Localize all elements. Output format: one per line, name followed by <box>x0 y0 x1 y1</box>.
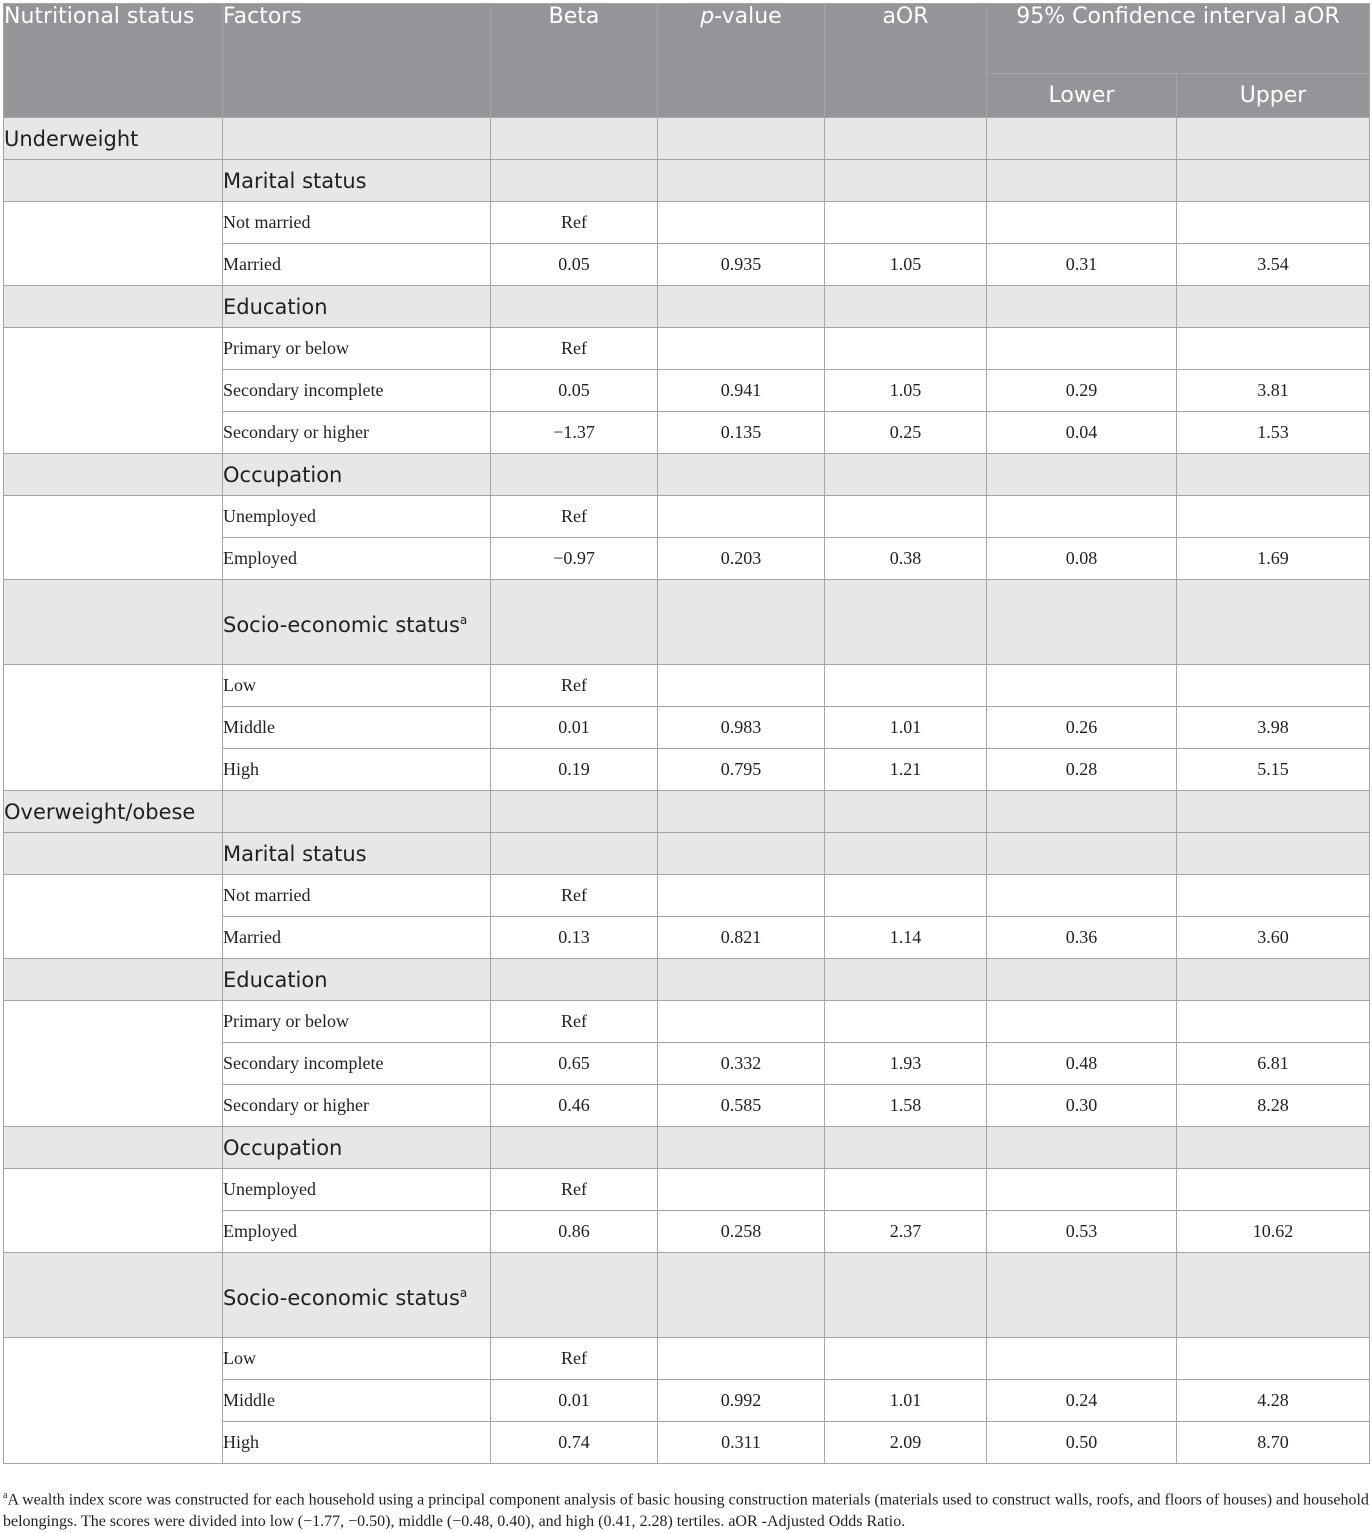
empty-cell <box>4 833 223 875</box>
ci-upper-cell <box>1177 875 1370 917</box>
empty-cell <box>658 959 825 1001</box>
ci-upper-cell: 3.98 <box>1177 707 1370 749</box>
ci-upper-cell: 3.60 <box>1177 917 1370 959</box>
empty-cell <box>4 1001 223 1127</box>
section-row <box>4 160 1370 202</box>
empty-cell <box>825 454 987 496</box>
header-aor: aOR <box>825 4 987 118</box>
aor-cell: 1.58 <box>825 1085 987 1127</box>
empty-cell <box>1177 580 1370 665</box>
aor-cell: 2.37 <box>825 1211 987 1253</box>
ci-lower-cell: 0.24 <box>987 1380 1177 1422</box>
empty-cell <box>1177 286 1370 328</box>
empty-cell <box>4 328 223 454</box>
section-row <box>4 1253 1370 1338</box>
factor-label: Not married <box>223 202 491 244</box>
table-header <box>4 4 1370 118</box>
empty-cell <box>491 1127 658 1169</box>
beta-cell: 0.46 <box>491 1085 658 1127</box>
p-value-cell <box>658 665 825 707</box>
ci-upper-cell: 6.81 <box>1177 1043 1370 1085</box>
section-title-text: Education <box>223 294 328 319</box>
empty-cell <box>1177 959 1370 1001</box>
empty-cell <box>825 118 987 160</box>
factor-label: High <box>223 1422 491 1464</box>
empty-cell <box>987 1253 1177 1338</box>
factor-label: Secondary or higher <box>223 1085 491 1127</box>
ci-lower-cell: 0.30 <box>987 1085 1177 1127</box>
factor-label: Secondary incomplete <box>223 1043 491 1085</box>
beta-cell: 0.65 <box>491 1043 658 1085</box>
factor-label: Primary or below <box>223 328 491 370</box>
section-title-text: Socio-economic status <box>223 1285 460 1310</box>
section-title <box>223 160 491 202</box>
empty-cell <box>1177 118 1370 160</box>
empty-cell <box>4 1338 223 1464</box>
ci-upper-cell: 4.28 <box>1177 1380 1370 1422</box>
p-value-cell <box>658 1169 825 1211</box>
header-p-suffix: -value <box>714 4 782 29</box>
ci-lower-cell: 0.26 <box>987 707 1177 749</box>
beta-cell: Ref <box>491 202 658 244</box>
ci-lower-cell: 0.53 <box>987 1211 1177 1253</box>
empty-cell <box>987 286 1177 328</box>
factor-label: Middle <box>223 707 491 749</box>
ci-lower-cell: 0.28 <box>987 749 1177 791</box>
beta-cell: 0.01 <box>491 1380 658 1422</box>
empty-cell <box>1177 791 1370 833</box>
aor-cell: 1.14 <box>825 917 987 959</box>
factor-label: Employed <box>223 1211 491 1253</box>
beta-cell: 0.13 <box>491 917 658 959</box>
group-row <box>4 791 1370 833</box>
footnote-marker: a <box>3 1490 8 1501</box>
p-value-cell <box>658 1001 825 1043</box>
empty-cell <box>658 1127 825 1169</box>
section-row <box>4 580 1370 665</box>
empty-cell <box>491 833 658 875</box>
empty-cell <box>4 286 223 328</box>
empty-cell <box>491 160 658 202</box>
p-value-cell: 0.795 <box>658 749 825 791</box>
ci-upper-cell <box>1177 665 1370 707</box>
p-value-cell: 0.332 <box>658 1043 825 1085</box>
empty-cell <box>4 454 223 496</box>
factor-label: Married <box>223 917 491 959</box>
p-value-cell: 0.992 <box>658 1380 825 1422</box>
beta-cell: Ref <box>491 1169 658 1211</box>
empty-cell <box>223 118 491 160</box>
p-value-cell <box>658 202 825 244</box>
empty-cell <box>491 454 658 496</box>
empty-cell <box>987 833 1177 875</box>
ci-upper-cell <box>1177 202 1370 244</box>
factor-label: Secondary incomplete <box>223 370 491 412</box>
section-row <box>4 959 1370 1001</box>
empty-cell <box>987 580 1177 665</box>
ci-upper-cell: 1.69 <box>1177 538 1370 580</box>
empty-cell <box>825 580 987 665</box>
table-row <box>4 1001 1370 1043</box>
empty-cell <box>825 160 987 202</box>
aor-cell <box>825 202 987 244</box>
beta-cell: −0.97 <box>491 538 658 580</box>
aor-cell <box>825 1338 987 1380</box>
empty-cell <box>987 160 1177 202</box>
ci-lower-cell: 0.08 <box>987 538 1177 580</box>
group-row <box>4 118 1370 160</box>
p-value-cell: 0.983 <box>658 707 825 749</box>
empty-cell <box>491 286 658 328</box>
aor-cell: 1.05 <box>825 244 987 286</box>
section-row <box>4 286 1370 328</box>
p-value-cell: 0.311 <box>658 1422 825 1464</box>
empty-cell <box>658 1253 825 1338</box>
p-value-cell: 0.935 <box>658 244 825 286</box>
empty-cell <box>658 580 825 665</box>
empty-cell <box>491 791 658 833</box>
aor-cell: 0.25 <box>825 412 987 454</box>
empty-cell <box>987 959 1177 1001</box>
aor-cell: 1.01 <box>825 707 987 749</box>
section-row <box>4 1127 1370 1169</box>
ci-upper-cell: 10.62 <box>1177 1211 1370 1253</box>
section-title <box>223 959 491 1001</box>
ci-upper-cell: 8.70 <box>1177 1422 1370 1464</box>
empty-cell <box>4 875 223 959</box>
factor-label: Married <box>223 244 491 286</box>
header-p-value <box>658 4 825 118</box>
section-title-text: Occupation <box>223 1135 343 1160</box>
p-value-cell: 0.258 <box>658 1211 825 1253</box>
beta-cell: Ref <box>491 875 658 917</box>
ci-lower-cell: 0.29 <box>987 370 1177 412</box>
empty-cell <box>1177 454 1370 496</box>
ci-lower-cell <box>987 665 1177 707</box>
footnote-reference: a <box>459 1285 468 1300</box>
empty-cell <box>825 1127 987 1169</box>
factor-label: Secondary or higher <box>223 412 491 454</box>
empty-cell <box>4 1127 223 1169</box>
regression-table <box>3 3 1370 1464</box>
section-title <box>223 1127 491 1169</box>
empty-cell <box>4 1169 223 1253</box>
ci-lower-cell <box>987 328 1177 370</box>
beta-cell: 0.74 <box>491 1422 658 1464</box>
factor-label: High <box>223 749 491 791</box>
empty-cell <box>825 959 987 1001</box>
p-value-cell: 0.585 <box>658 1085 825 1127</box>
p-value-cell: 0.941 <box>658 370 825 412</box>
factor-label: Employed <box>223 538 491 580</box>
factor-label: Not married <box>223 875 491 917</box>
header-factors: Factors <box>223 4 491 118</box>
ci-upper-cell <box>1177 496 1370 538</box>
empty-cell <box>987 791 1177 833</box>
table-row <box>4 496 1370 538</box>
beta-cell: 0.86 <box>491 1211 658 1253</box>
empty-cell <box>658 118 825 160</box>
beta-cell: Ref <box>491 1338 658 1380</box>
aor-cell <box>825 1001 987 1043</box>
empty-cell <box>1177 1253 1370 1338</box>
factor-label: Low <box>223 665 491 707</box>
empty-cell <box>4 202 223 286</box>
empty-cell <box>825 833 987 875</box>
section-title-text: Marital status <box>223 168 367 193</box>
empty-cell <box>825 1253 987 1338</box>
ci-lower-cell <box>987 1001 1177 1043</box>
empty-cell <box>658 160 825 202</box>
factor-label: Unemployed <box>223 496 491 538</box>
section-title-text: Socio-economic status <box>223 612 460 637</box>
table-row <box>4 875 1370 917</box>
beta-cell: 0.05 <box>491 244 658 286</box>
aor-cell: 0.38 <box>825 538 987 580</box>
p-value-cell: 0.821 <box>658 917 825 959</box>
empty-cell <box>4 665 223 791</box>
empty-cell <box>4 160 223 202</box>
ci-upper-cell <box>1177 1338 1370 1380</box>
ci-lower-cell <box>987 875 1177 917</box>
empty-cell <box>658 454 825 496</box>
ci-lower-cell <box>987 1169 1177 1211</box>
p-value-cell <box>658 875 825 917</box>
section-row <box>4 833 1370 875</box>
table-row <box>4 665 1370 707</box>
p-value-cell <box>658 496 825 538</box>
ci-upper-cell <box>1177 1001 1370 1043</box>
footnote-reference: a <box>459 612 468 627</box>
aor-cell <box>825 496 987 538</box>
header-lower: Lower <box>987 74 1177 118</box>
nutritional-status-label: Underweight <box>4 118 223 160</box>
p-value-cell: 0.135 <box>658 412 825 454</box>
ci-lower-cell: 0.36 <box>987 917 1177 959</box>
beta-cell: Ref <box>491 665 658 707</box>
ci-lower-cell: 0.04 <box>987 412 1177 454</box>
empty-cell <box>1177 833 1370 875</box>
table-row <box>4 328 1370 370</box>
p-value-cell <box>658 1338 825 1380</box>
ci-upper-cell: 3.54 <box>1177 244 1370 286</box>
header-ci: 95% Confidence interval aOR <box>987 4 1370 74</box>
aor-cell <box>825 1169 987 1211</box>
empty-cell <box>658 833 825 875</box>
header-beta: Beta <box>491 4 658 118</box>
p-value-cell <box>658 328 825 370</box>
aor-cell: 1.05 <box>825 370 987 412</box>
section-row <box>4 454 1370 496</box>
section-title <box>223 833 491 875</box>
footnote-text: A wealth index score was constructed for each household using a principal component analysis of basic housing construction materials (materials used to construct walls, roofs, and floors of houses) and household belongings. The scores were divided into low (−1.77, −0.50), middle (−0.48, 0.40), and high (0.41, 2.28) tertiles. aOR -Adjusted Odds Ratio. <box>3 1491 1369 1531</box>
empty-cell <box>825 791 987 833</box>
empty-cell <box>4 1253 223 1338</box>
ci-upper-cell: 3.81 <box>1177 370 1370 412</box>
ci-upper-cell: 8.28 <box>1177 1085 1370 1127</box>
nutritional-status-label: Overweight/obese <box>4 791 223 833</box>
aor-cell <box>825 328 987 370</box>
beta-cell: −1.37 <box>491 412 658 454</box>
ci-lower-cell <box>987 202 1177 244</box>
table-body <box>4 118 1370 1464</box>
aor-cell <box>825 665 987 707</box>
empty-cell <box>1177 160 1370 202</box>
empty-cell <box>491 1253 658 1338</box>
ci-lower-cell <box>987 496 1177 538</box>
aor-cell: 1.21 <box>825 749 987 791</box>
table-row <box>4 202 1370 244</box>
empty-cell <box>987 454 1177 496</box>
aor-cell <box>825 875 987 917</box>
beta-cell: 0.05 <box>491 370 658 412</box>
beta-cell: 0.19 <box>491 749 658 791</box>
empty-cell <box>658 791 825 833</box>
ci-lower-cell: 0.31 <box>987 244 1177 286</box>
ci-upper-cell: 1.53 <box>1177 412 1370 454</box>
header-upper: Upper <box>1177 74 1370 118</box>
section-title-text: Occupation <box>223 462 343 487</box>
section-title <box>223 454 491 496</box>
empty-cell <box>491 580 658 665</box>
empty-cell <box>987 1127 1177 1169</box>
section-title <box>223 580 491 665</box>
empty-cell <box>4 580 223 665</box>
beta-cell: Ref <box>491 496 658 538</box>
empty-cell <box>658 286 825 328</box>
empty-cell <box>1177 1127 1370 1169</box>
section-title-text: Marital status <box>223 841 367 866</box>
factor-label: Primary or below <box>223 1001 491 1043</box>
footnote <box>3 1485 1369 1533</box>
aor-cell: 1.93 <box>825 1043 987 1085</box>
ci-upper-cell: 5.15 <box>1177 749 1370 791</box>
aor-cell: 2.09 <box>825 1422 987 1464</box>
table-row <box>4 1338 1370 1380</box>
empty-cell <box>987 118 1177 160</box>
ci-lower-cell <box>987 1338 1177 1380</box>
empty-cell <box>491 959 658 1001</box>
empty-cell <box>4 959 223 1001</box>
beta-cell: 0.01 <box>491 707 658 749</box>
section-title-text: Education <box>223 967 328 992</box>
beta-cell: Ref <box>491 328 658 370</box>
empty-cell <box>223 791 491 833</box>
empty-cell <box>4 496 223 580</box>
factor-label: Middle <box>223 1380 491 1422</box>
p-value-cell: 0.203 <box>658 538 825 580</box>
ci-lower-cell: 0.50 <box>987 1422 1177 1464</box>
table-row <box>4 1169 1370 1211</box>
ci-upper-cell <box>1177 328 1370 370</box>
section-title <box>223 286 491 328</box>
ci-upper-cell <box>1177 1169 1370 1211</box>
aor-cell: 1.01 <box>825 1380 987 1422</box>
header-nutritional-status: Nutritional status <box>4 4 223 118</box>
header-p-italic: p <box>700 4 715 29</box>
beta-cell: Ref <box>491 1001 658 1043</box>
factor-label: Low <box>223 1338 491 1380</box>
empty-cell <box>491 118 658 160</box>
factor-label: Unemployed <box>223 1169 491 1211</box>
ci-lower-cell: 0.48 <box>987 1043 1177 1085</box>
empty-cell <box>825 286 987 328</box>
section-title <box>223 1253 491 1338</box>
